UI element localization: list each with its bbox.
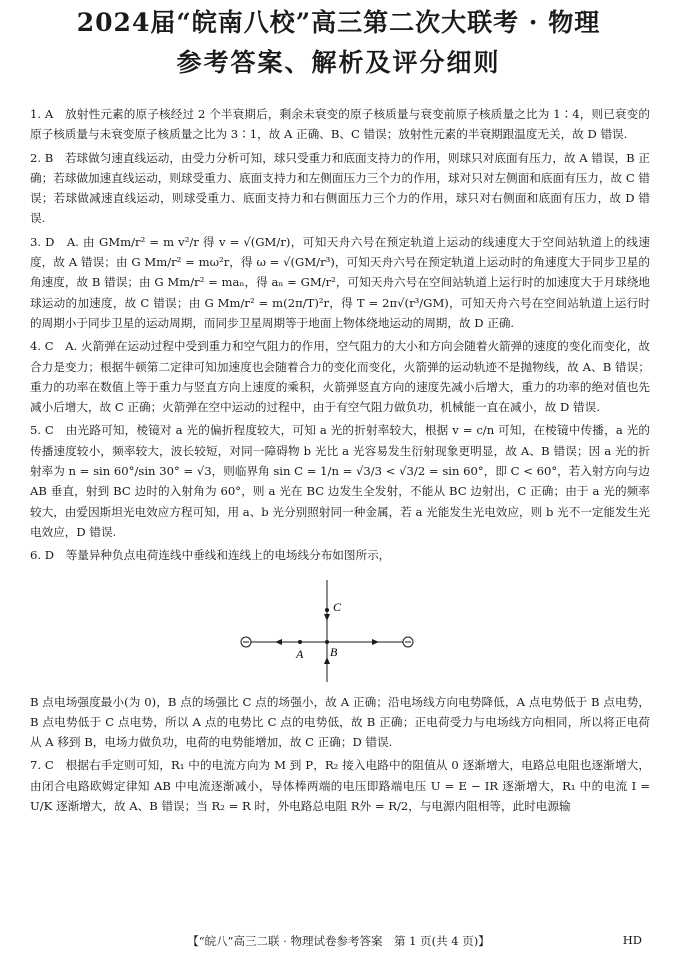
point-c [325,608,329,612]
footer-code: HD [622,933,642,947]
answer-body [30,104,650,819]
answer-1: 1. A 放射性元素的原子核经过 2 个半衰期后，剩余未衰变的原子核质量与衰变前原子核质量之比为 1∶4，则已衰变的原子核质量与未衰变原子核质量之比为 3∶1，故 A 正确、B、C 错误；放射性元素的半衰期跟温度无关，故 D 错误. [30,107,650,142]
page-subtitle: 参考答案、解析及评分细则 [176,48,501,77]
point-a [298,640,302,644]
answer-5: 5. C 由光路可知，棱镜对 a 光的偏折程度较大，可知 a 光的折射率较大，根据 v = c/n 可知，在棱镜中传播，a 光的传播速度较小，频率较大，波长较短，对同一障碍物 b 光比 a 光容易发生衍射现象更明显，故 A、B 错误；因 a 光的折射率为 n = sin 60°/sin 30° = √3，则临界角 sin C = 1/n = √3/3 < √3/2 = sin 60°，即 C < 60°，若入射方向与边 AB 垂直，射到 BC 边时的入射角为 60°，则 a 光在 BC 边发生全发射，不能从 BC 边射出，C 正确；由于 a 光的频率较大，由爱因斯坦光电效应方程可知，用 a、b 光分别照射同一种金属，若 a 光能发生光电效应，则 b 光不一定能发生光电效应，D 错误. [30,423,650,539]
answer-3: 3. D A. 由 GMm/r² = m v²/r 得 v = √(GM/r)，可知天舟六号在预定轨道上运动的线速度大于空间站轨道上的线速度，故 A 错误；由 G Mm/r² = mω²r，得 ω = √(GM/r³)，可知天舟六号在预定轨道上运动时的角速度大于同步卫星的角速度，故 B 错误；由 G Mm/r² = maₙ，得 aₙ = GM/r²，可知天舟六号在空间站轨道上运行时的加速度大于月球绕地球运动的加速度，故 C 错误；由 G Mm/r² = m(2π/T)²r，得 T = 2π√(r³/GM)，可知天舟六号在空间站轨道上运行时的周期小于同步卫星的运动周期，而同步卫星周期等于地面上物体绕地运动的周期，故 D 正确. [30,234,650,330]
page-footer [0,933,677,953]
footer-text: 【“皖八”高三二联 · 物理试卷参考答案 第 1 页(共 4 页)】 [187,934,490,948]
page-title: 2024届“皖南八校”高三第二次大联考 · 物理 [76,8,601,37]
answer-6-cont: B 点电场强度最小(为 0)，B 点的场强比 C 点的场强小，故 A 正确；沿电场线方向电势降低，A 点电势低于 B 点电势，B 点电势低于 C 点电势，所以 A 点的电势比 C 点的电势低，故 B 正确；正电荷受力与电场线方向相同，所以将正电荷从 A 移到 B，电场力做负功，电荷的电势能增加，故 C 正确；D 错误. [30,694,650,750]
answer-7: 7. C 根据右手定则可知，R₁ 中的电流方向为 M 到 P，R₂ 接入电路中的阻值从 0 逐渐增大，电路总电阻也逐渐增大，由闭合电路欧姆定律知 AB 中电流逐渐减小，导体棒两端的电压即路端电压 U = E − IR 逐渐增大，R₁ 中的电流 I = U/K 逐渐增大，故 A、B 错误；当 R₂ = R 时，外电路总电阻 R外 = R/2，与电源内阻相等，此时电源输 [30,758,650,814]
answer-6: 6. D 等量异种负点电荷连线中垂线和连线上的电场线分布如图所示， [30,548,391,563]
label-c: C [333,599,342,614]
answer-4: 4. C A. 火箭弹在运动过程中受到重力和空气阻力的作用，空气阻力的大小和方向会随着火箭弹的速度的变化而变化，故合力是变力；根据牛顿第二定律可知加速度也会随着合力的变化而变化，火箭弹的运动轨迹不是抛物线，故 A、B 错误；重力的功率在数值上等于重力与竖直方向上速度的乘积，火箭弹竖直方向的速度先减小后增大，重力的功率的绝对值也先减小后增大，故 C 正确；火箭弹在空中运动的过程中，由于有空气阻力做负功，机械能一直在减小，故 D 错误. [30,339,650,415]
label-b: B [330,644,338,659]
label-a: A [296,646,304,661]
point-b [325,640,329,644]
electric-field-diagram [30,574,650,686]
field-lines-svg [30,574,650,686]
answer-2: 2. B 若球做匀速直线运动，由受力分析可知，球只受重力和底面支持力的作用，则球只对底面有压力，故 A 错误，B 正确；若球做加速直线运动，则球受重力、底面支持力和左侧面压力三个力的作用，球对只对左侧面和底面有压力，故 C 错误；若球做减速直线运动，则球受重力、底面支持力和右侧面压力三个力的作用，球只对右侧面和底面有压力，故 D 错误. [30,150,650,226]
